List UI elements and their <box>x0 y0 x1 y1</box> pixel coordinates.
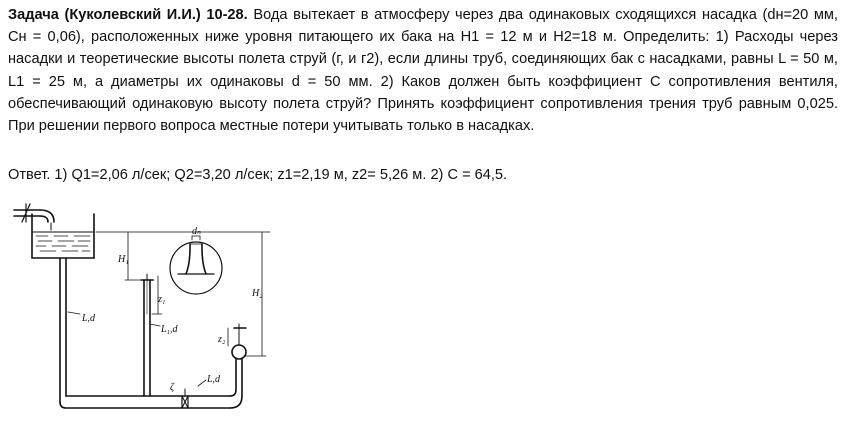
label-L1-d: L₁,d <box>161 324 178 335</box>
pipe-right-riser <box>230 358 242 408</box>
nozzle-2 <box>232 324 246 359</box>
label-L-d-left: L,d <box>82 313 96 324</box>
nozzle-detail <box>170 236 222 294</box>
problem-body: Вода вытекает в атмосферу через два одинаковых сходящихся насадка (dн=20 мм, Cн = 0,06), расположенных ниже уровня питающего их бака на H1 = 12 м и H2=18 м. Определить: 1) Расходы через насадки и теоретические высоты полета струй (г, и г2), если длины труб, соединяющих бак с насадками, равны L = 50 м, L1 = 25 м, а диаметры их одинаковы d = 50 мм. 2) Каков должен быть коэффициент С сопротивления вентиля, обеспечивающий одинаковую высоту полета струй? Принять коэффициент сопротивления трения труб равным 0,025. При решении первого вопроса местные потери учитывать только в насадках. <box>8 7 838 135</box>
pipe-L1 <box>141 274 153 396</box>
valve-zeta <box>182 389 188 408</box>
label-L-d-bottom: L,d <box>207 374 221 385</box>
hydraulic-diagram <box>8 196 280 422</box>
answer-line: Ответ. 1) Q1=2,06 л/сек; Q2=3,20 л/сек; z1=2,19 м, z2= 5,26 м. 2) C = 64,5. <box>8 167 508 183</box>
problem-heading: Задача (Куколевский И.И.) 10-28. <box>8 7 248 23</box>
label-H1: H₁ <box>118 254 129 265</box>
pipe-L-vertical <box>60 258 66 402</box>
pipe-L-horizontal <box>60 396 230 408</box>
problem-statement <box>8 4 838 137</box>
label-H2: H₂ <box>252 288 263 299</box>
label-z1: z₁ <box>158 294 166 305</box>
label-z2: z₂ <box>218 334 226 345</box>
label-zeta: ζ <box>170 382 175 393</box>
supply-tank <box>32 214 270 258</box>
inflow-tap <box>14 204 54 230</box>
label-dn: dₙ <box>192 226 202 237</box>
